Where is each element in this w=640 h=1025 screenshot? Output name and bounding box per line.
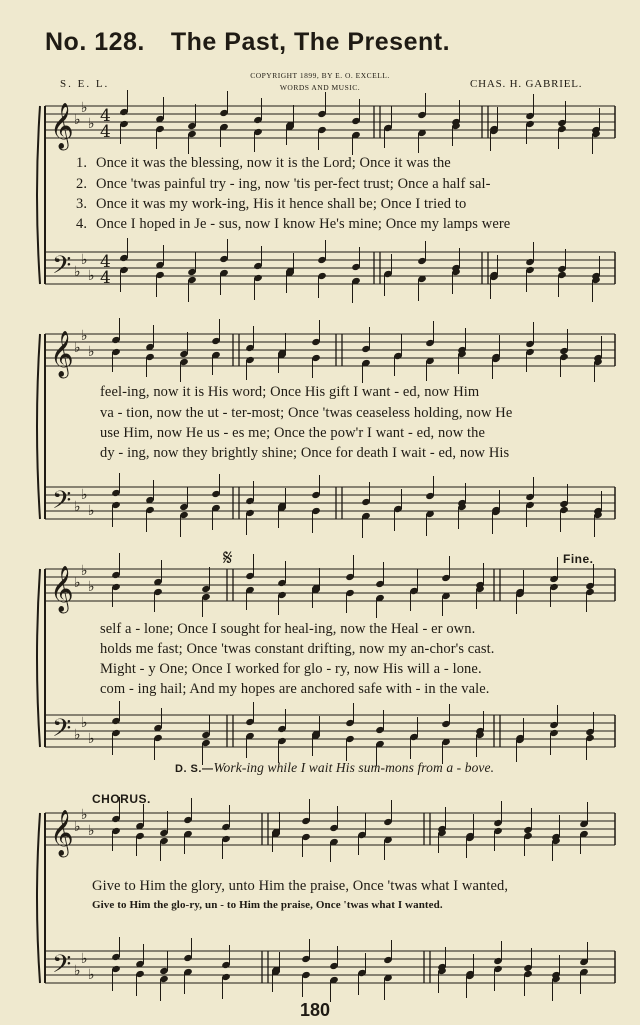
system3-bass-key-flat: ♭: [74, 727, 81, 743]
system3-treble-key-flat: ♭: [88, 579, 95, 595]
page-number: 180: [300, 1000, 331, 1020]
verse-number: 4.: [76, 216, 88, 232]
system1-brace: [37, 106, 40, 284]
system1-treble-clef: 𝄞: [50, 103, 74, 149]
system1-treble-key-flat: ♭: [88, 116, 95, 132]
system2-brace: [37, 334, 40, 519]
system3-brace: [37, 569, 40, 747]
ds-label: D. S.—: [175, 763, 214, 775]
system1-treble-key-flat: ♭: [74, 112, 81, 128]
system4-treble-clef: 𝄞: [50, 810, 74, 856]
system4-bass-clef: 𝄢: [52, 950, 72, 985]
chorus-lyric-2: Give to Him the glo-ry, un - to Him the praise, Once 'twas what I wanted.: [92, 899, 443, 911]
system3-verse3: Might - y One; Once I worked for glo - ry, now His will a - lone.: [100, 661, 482, 677]
system3-treble-key-flat: ♭: [74, 575, 81, 591]
system1-verse1: [76, 155, 451, 172]
system1-time-sig: 4: [100, 106, 111, 126]
system2-verse3: use Him, now He us - es me; Once the pow'r I want - ed, now the: [100, 425, 486, 441]
lyric-line: Once it was my work-ing, His it hence shall be; Once I tried to: [96, 196, 467, 212]
system2-treble-key-flat: ♭: [88, 344, 95, 360]
system2-bass-key-flat: ♭: [88, 503, 95, 519]
system4-bass-key-flat: ♭: [81, 951, 88, 967]
system2-verse1: feel-ing, now it is His word; Once His gift I want - ed, now Him: [100, 384, 480, 400]
chorus-lyric-1: Give to Him the glory, unto Him the praise, Once 'twas what I wanted,: [92, 878, 509, 894]
system1-verse3: [76, 196, 466, 213]
chorus-label: CHORUS.: [92, 792, 151, 806]
system2-treble-key-flat: ♭: [74, 340, 81, 356]
lyric-line: Once 'twas painful try - ing, now 'tis per-fect trust; Once a half sal-: [96, 176, 491, 192]
system4-treble-key-flat: ♭: [81, 807, 88, 823]
verse-number: 1.: [76, 155, 88, 171]
system2-verse2: va - tion, now the ut - ter-most; Once 'twas ceaseless holding, now He: [100, 405, 513, 421]
system1-time-sig: 4: [100, 252, 111, 272]
system1-time-sig: 4: [100, 268, 111, 288]
dal-segno-line: [175, 760, 494, 776]
system1-bass-clef: 𝄢: [52, 251, 72, 286]
segno-sign: 𝄋: [223, 546, 233, 571]
system4-brace: [37, 813, 40, 983]
copyright-line: COPYRIGHT 1899, BY E. O. EXCELL.: [250, 71, 390, 80]
system3-verse1: self a - lone; Once I sought for heal-ing, now the Heal - er own.: [100, 621, 476, 637]
system3-verse2: holds me fast; Once 'twas constant drifting, now my an-chor's cast.: [100, 641, 495, 657]
system3-bass-key-flat: ♭: [81, 715, 88, 731]
system3-treble-clef: 𝄞: [50, 566, 74, 612]
system4-bass-key-flat: ♭: [74, 963, 81, 979]
composer-credit: CHAS. H. GABRIEL.: [470, 78, 583, 90]
system3-verse4: com - ing hail; And my hopes are anchored safe with - in the vale.: [100, 681, 490, 697]
ds-text: Work-ing while I wait His sum-mons from a - bove.: [213, 760, 495, 775]
system2-treble-key-flat: ♭: [81, 328, 88, 344]
system2-bass-key-flat: ♭: [74, 499, 81, 515]
words-and-music-line: WORDS AND MUSIC.: [279, 83, 361, 92]
system3-treble-key-flat: ♭: [81, 563, 88, 579]
system1-bass-key-flat: ♭: [81, 252, 88, 268]
system3-bass-key-flat: ♭: [88, 731, 95, 747]
system1-verse2: [76, 176, 491, 193]
system4-treble-key-flat: ♭: [88, 823, 95, 839]
verse-number: 2.: [76, 176, 88, 192]
system1-bass-key-flat: ♭: [88, 268, 95, 284]
system1-verse4: [76, 216, 510, 233]
system4-bass-key-flat: ♭: [88, 967, 95, 983]
lyricist-credit: S. E. L.: [60, 78, 110, 90]
system1-bass-key-flat: ♭: [74, 264, 81, 280]
system1-treble-key-flat: ♭: [81, 100, 88, 116]
lyric-line: Once it was the blessing, now it is the Lord; Once it was the: [96, 155, 451, 171]
hymn-number: No. 128.: [45, 28, 145, 56]
system2-bass-clef: 𝄢: [52, 486, 72, 521]
lyric-line: Once I hoped in Je - sus, now I know He's mine; Once my lamps were: [96, 216, 511, 232]
verse-number: 3.: [76, 196, 88, 212]
fine-marking: Fine.: [563, 552, 594, 566]
hymn-title: The Past, The Present.: [170, 28, 451, 56]
system3-bass-clef: 𝄢: [52, 714, 72, 749]
system4-treble-key-flat: ♭: [74, 819, 81, 835]
system1-time-sig: 4: [100, 122, 111, 142]
system2-verse4: dy - ing, now they brightly shine; Once for death I wait - ed, now His: [100, 445, 510, 461]
system2-treble-clef: 𝄞: [50, 331, 74, 377]
system2-bass-key-flat: ♭: [81, 487, 88, 503]
